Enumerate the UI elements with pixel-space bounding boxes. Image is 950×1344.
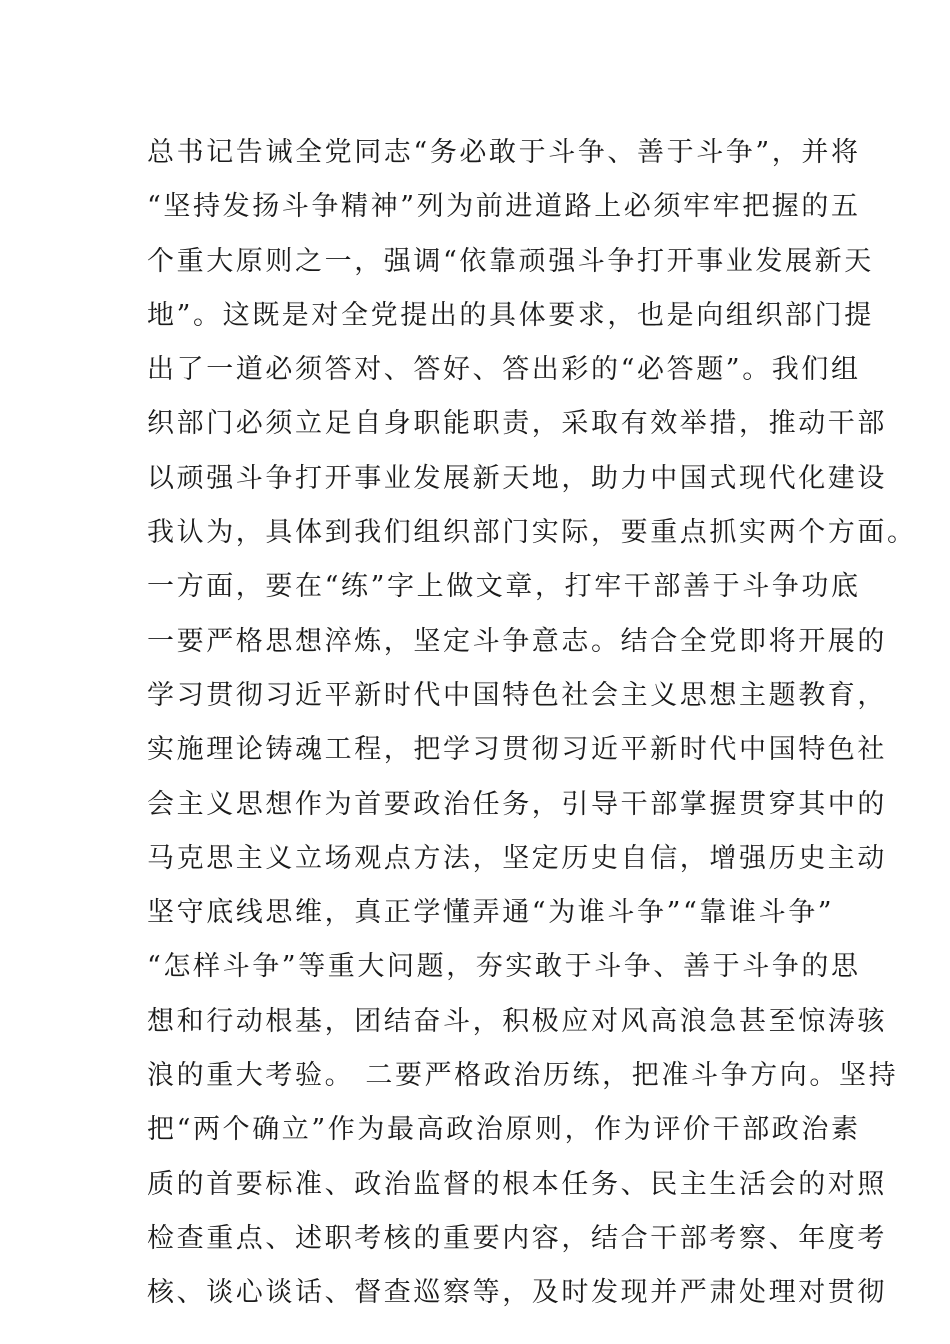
text-line: 把“两个确立”作为最高政治原则，作为评价干部政治素 [147, 1114, 861, 1146]
text-line: 学习贯彻习近平新时代中国特色社会主义思想主题教育， [147, 679, 887, 711]
text-line: 出了一道必须答对、答好、答出彩的“必答题”。我们组 [147, 354, 861, 386]
text-line: 我认为，具体到我们组织部门实际，要重点抓实两个方面。 [147, 517, 917, 549]
text-line: 个重大原则之一，强调“依靠顽强斗争打开事业发展新天 [147, 245, 874, 277]
text-line: 坚守底线思维，真正学懂弄通“为谁斗争”“靠谁斗争” [147, 897, 835, 929]
text-line: 质的首要标准、政治监督的根本任务、民主生活会的对照 [147, 1168, 887, 1200]
text-line: 一要严格思想淬炼，坚定斗争意志。结合全党即将开展的 [147, 625, 887, 657]
text-line: 浪的重大考验。 二要严格政治历练，把准斗争方向。坚持 [147, 1060, 899, 1092]
text-line: 实施理论铸魂工程，把学习贯彻习近平新时代中国特色社 [147, 734, 887, 766]
body-text [147, 131, 917, 1326]
text-line: 总书记告诫全党同志“务必敢于斗争、善于斗争”，并将 [147, 137, 861, 168]
text-line: 会主义思想作为首要政治任务，引导干部掌握贯穿其中的 [147, 788, 887, 820]
text-line: 以顽强斗争打开事业发展新天地，助力中国式现代化建设 [147, 462, 887, 494]
text-line: 织部门必须立足自身职能职责，采取有效举措，推动干部 [147, 408, 887, 440]
text-line: 核、谈心谈话、督查巡察等，及时发现并严肃处理对贯彻 [147, 1277, 887, 1309]
text-line: 一方面，要在“练”字上做文章，打牢干部善于斗争功底 [147, 571, 861, 603]
text-line: “坚持发扬斗争精神”列为前进道路上必须牢牢把握的五 [147, 191, 861, 223]
text-line: 检查重点、述职考核的重要内容，结合干部考察、年度考 [147, 1222, 887, 1254]
text-line: 马克思主义立场观点方法，坚定历史自信，增强历史主动 [147, 842, 887, 874]
text-line: “怎样斗争”等重大问题，夯实敢于斗争、善于斗争的思 [147, 951, 861, 983]
text-line: 地”。这既是对全党提出的具体要求，也是向组织部门提 [147, 299, 874, 331]
text-line: 想和行动根基，团结奋斗，积极应对风高浪急甚至惊涛骇 [147, 1005, 887, 1037]
